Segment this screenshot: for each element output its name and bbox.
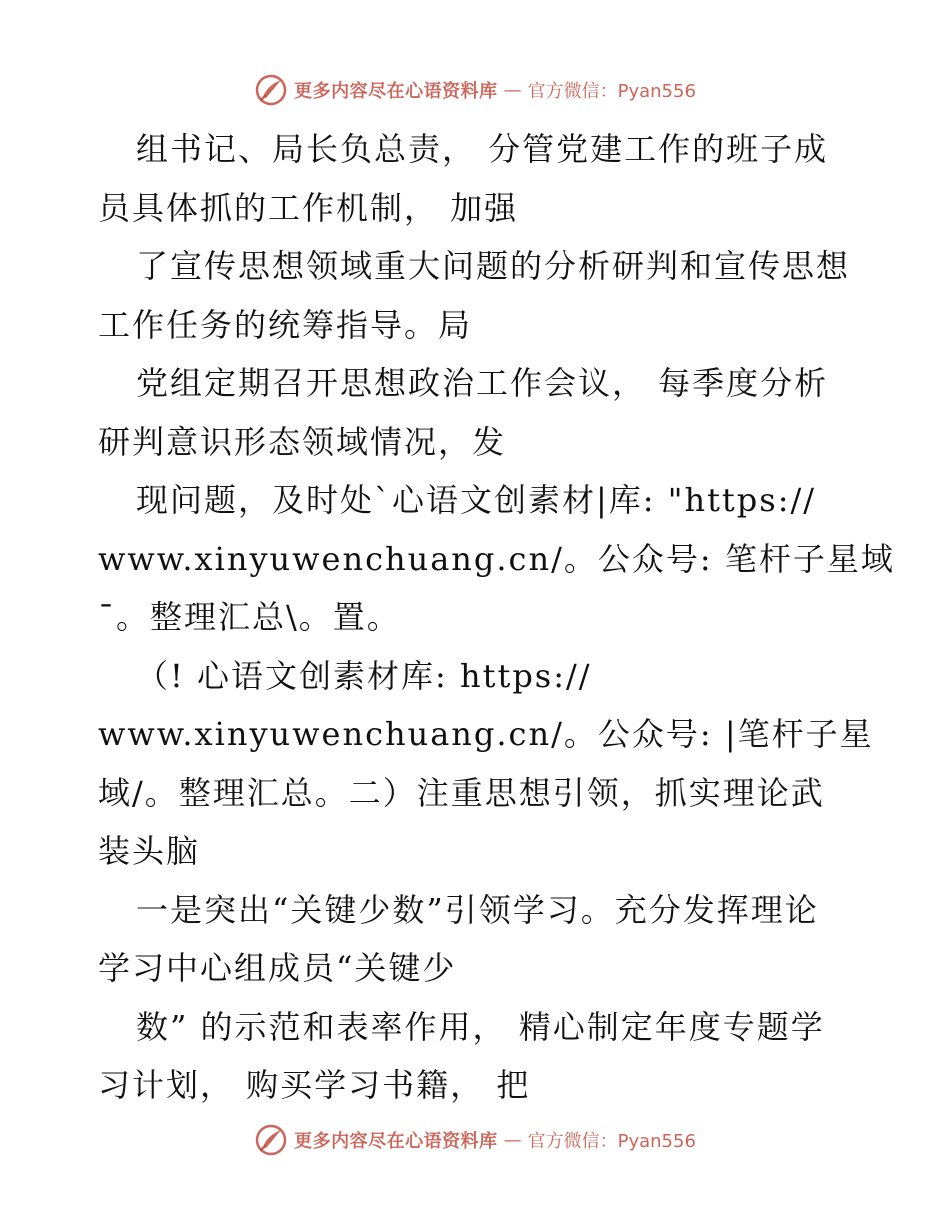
body-line: 党组定期召开思想政治工作会议， 每季度分析 <box>136 364 829 402</box>
body-line: ¯。整理汇总\。置。 <box>98 598 401 636</box>
body-line: 数” 的示范和表率作用， 精心制定年度专题学 <box>136 1007 825 1046</box>
body-line: 学习中心组成员“关键少 <box>98 949 457 987</box>
body-line: www.xinyuwenchuang.cn/。公众号: |笔杆子星 <box>98 715 874 753</box>
body-line: 研判意识形态领域情况，发 <box>98 422 507 461</box>
footer-watermark <box>0 1120 950 1160</box>
body-line: 员具体抓的工作机制， 加强 <box>98 188 519 227</box>
footer-watermark-text: 更多内容尽在心语资料库 <box>294 1131 498 1152</box>
body-line: 装头脑 <box>98 832 201 870</box>
header-watermark-text: 更多内容尽在心语资料库 <box>294 81 498 102</box>
body-line: 一是突出“关键少数”引领学习。充分发挥理论 <box>136 890 819 929</box>
footer-watermark-wechat: 官方微信：Pyan556 <box>527 1131 696 1152</box>
header-watermark <box>0 70 950 110</box>
header-watermark-separator: — <box>503 79 522 101</box>
body-line: www.xinyuwenchuang.cn/。公众号: 笔杆子星域 <box>98 539 895 578</box>
brush-logo-icon <box>254 73 288 107</box>
footer-watermark-separator: — <box>503 1129 522 1151</box>
header-watermark-wechat: 官方微信：Pyan556 <box>527 81 696 102</box>
body-line: 了宣传思想领域重大问题的分析研判和宣传思想 <box>136 247 851 285</box>
body-line: 域/。整理汇总。二）注重思想引领，抓实理论武 <box>98 773 825 812</box>
body-line: 习计划， 购买学习书籍， 把 <box>98 1066 531 1104</box>
brush-logo-icon <box>254 1123 288 1157</box>
document-body <box>98 120 895 1115</box>
body-line: （! 心语文创素材库: https:// <box>136 656 592 695</box>
body-line: 工作任务的统筹指导。局 <box>98 305 473 344</box>
body-line: 现问题，及时处`心语文创素材|库: "https:// <box>136 481 817 519</box>
body-line: 组书记、局长负总责， 分管党建工作的班子成 <box>136 130 829 168</box>
